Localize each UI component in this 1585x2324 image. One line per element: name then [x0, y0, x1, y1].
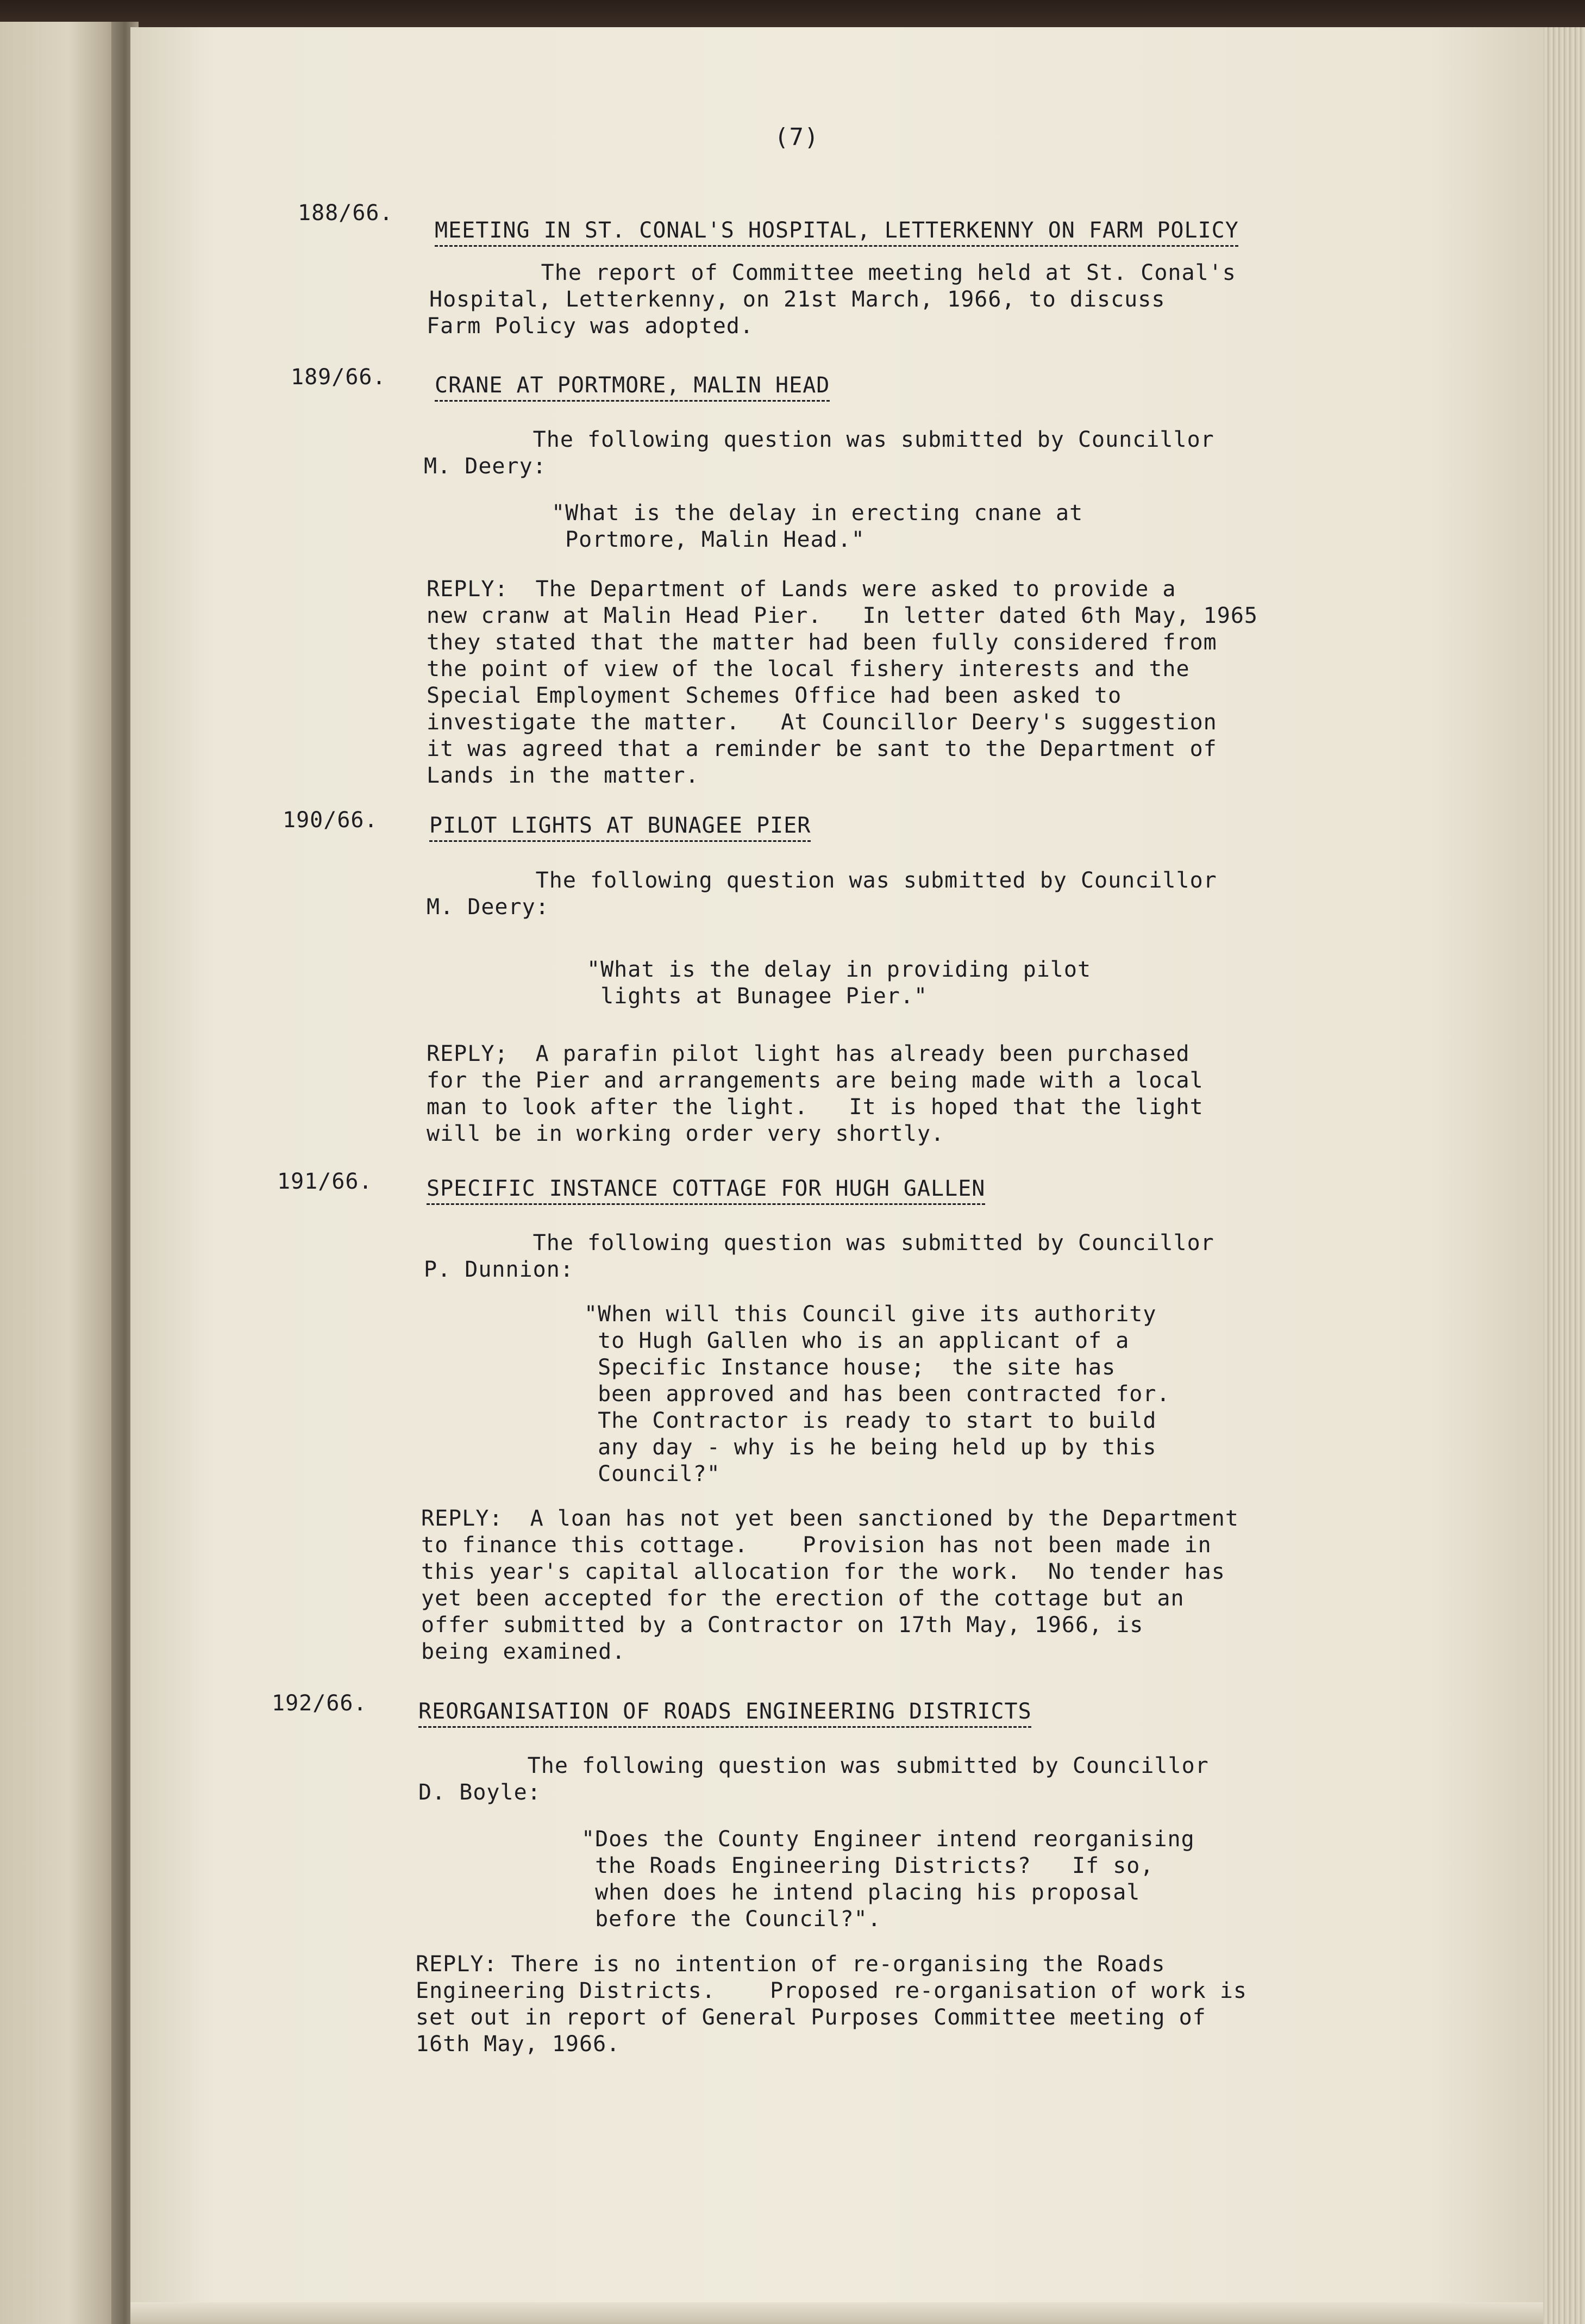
item-reply-line: Lands in the matter. [427, 763, 699, 788]
item-intro-line: P. Dunnion: [424, 1257, 574, 1282]
item-intro-line: The following question was submitted by Councillor [418, 1753, 1209, 1778]
item-reply-line: man to look after the light. It is hoped that the light [427, 1095, 1204, 1120]
item-title: PILOT LIGHTS AT BUNAGEE PIER [429, 813, 811, 838]
item-reply-line: 16th May, 1966. [416, 2032, 621, 2057]
item-reply-line: set out in report of General Purposes Committee meeting of [416, 2005, 1206, 2030]
item-title: MEETING IN ST. CONAL'S HOSPITAL, LETTERKENNY ON FARM POLICY [435, 218, 1239, 243]
item-reply-line: this year's capital allocation for the work. No tender has [421, 1559, 1225, 1584]
item-reply-line: REPLY: The Department of Lands were asked to provide a [427, 577, 1176, 602]
item-reply-line: REPLY: A loan has not yet been sanctioned by the Department [421, 1506, 1239, 1531]
item-reply-line: to finance this cottage. Provision has not been made in [421, 1533, 1212, 1558]
item-number: 188/66. [298, 201, 393, 226]
item-reply-line: investigate the matter. At Councillor Deery's suggestion [427, 710, 1217, 735]
page-stack-edge [1543, 27, 1585, 2324]
item-question-line: "What is the delay in erecting cnane at [552, 501, 1083, 526]
item-body-line: Farm Policy was adopted. [427, 314, 754, 339]
page-bottom-edge [130, 2302, 1543, 2324]
item-intro-line: The following question was submitted by Councillor [424, 1230, 1214, 1255]
item-reply-line: will be in working order very shortly. [427, 1121, 945, 1146]
item-question-line: any day - why is he being held up by this [584, 1435, 1157, 1460]
item-reply-line: being examined. [421, 1639, 626, 1664]
item-reply-line: REPLY: There is no intention of re-organising the Roads [416, 1952, 1166, 1977]
item-reply-line: they stated that the matter had been fully considered from [427, 630, 1217, 655]
item-title: SPECIFIC INSTANCE COTTAGE FOR HUGH GALLEN [427, 1176, 986, 1201]
item-title: REORGANISATION OF ROADS ENGINEERING DISTRICTS [418, 1699, 1032, 1724]
item-reply-line: new cranw at Malin Head Pier. In letter dated 6th May, 1965 [427, 603, 1258, 628]
item-intro-line: M. Deery: [427, 895, 549, 920]
item-question-line: Specific Instance house; the site has [584, 1355, 1116, 1380]
item-number: 192/66. [272, 1691, 367, 1716]
item-reply-line: offer submitted by a Contractor on 17th May, 1966, is [421, 1613, 1144, 1638]
item-title: CRANE AT PORTMORE, MALIN HEAD [435, 373, 830, 398]
page-number: (7) [774, 123, 819, 151]
item-question-line: "When will this Council give its authority [584, 1302, 1157, 1327]
item-question-line: when does he intend placing his proposal [581, 1880, 1141, 1905]
item-question-line: The Contractor is ready to start to build [584, 1408, 1157, 1433]
item-intro-line: D. Boyle: [418, 1780, 541, 1805]
facing-page-edge [0, 22, 125, 2324]
item-number: 191/66. [277, 1169, 373, 1194]
item-question-line: been approved and has been contracted for. [584, 1382, 1170, 1407]
item-reply-line: it was agreed that a reminder be sant to the Department of [427, 736, 1217, 761]
item-body-line: Hospital, Letterkenny, on 21st March, 1966, to discuss [429, 287, 1166, 312]
item-question-line: lights at Bunagee Pier." [587, 984, 928, 1009]
item-question-line: to Hugh Gallen who is an applicant of a [584, 1328, 1130, 1353]
scan-top-edge [0, 0, 1585, 30]
item-reply-line: REPLY; A parafin pilot light has already been purchased [427, 1041, 1190, 1066]
item-question-line: Council?" [584, 1461, 721, 1486]
item-body-line: The report of Committee meeting held at St. Conal's [432, 260, 1236, 285]
item-question-line: the Roads Engineering Districts? If so, [581, 1853, 1154, 1878]
item-intro-line: The following question was submitted by Councillor [427, 868, 1217, 893]
item-question-line: "What is the delay in providing pilot [587, 957, 1092, 982]
item-question-line: "Does the County Engineer intend reorganising [581, 1827, 1195, 1852]
item-reply-line: the point of view of the local fishery interests and the [427, 657, 1190, 682]
item-number: 189/66. [291, 365, 386, 390]
item-question-line: before the Council?". [581, 1907, 881, 1932]
item-intro-line: The following question was submitted by Councillor [424, 427, 1214, 452]
item-reply-line: Special Employment Schemes Office had been asked to [427, 683, 1122, 708]
item-reply-line: Engineering Districts. Proposed re-organisation of work is [416, 1978, 1248, 2003]
item-reply-line: for the Pier and arrangements are being made with a local [427, 1068, 1204, 1093]
item-reply-line: yet been accepted for the erection of the cottage but an [421, 1586, 1185, 1611]
item-question-line: Portmore, Malin Head." [552, 527, 865, 552]
item-intro-line: M. Deery: [424, 454, 547, 479]
item-number: 190/66. [283, 808, 378, 833]
